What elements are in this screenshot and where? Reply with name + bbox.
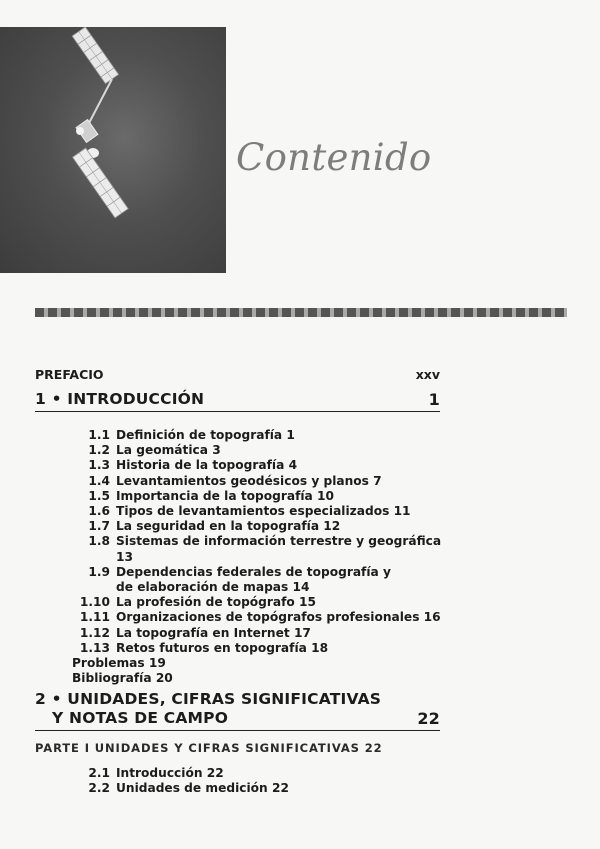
chapter-2-title-line2: Y NOTAS DE CAMPO — [52, 709, 229, 727]
chapter-1-page: 1 — [428, 390, 440, 409]
entry-number: 2.1 — [88, 766, 110, 780]
page-title: Contenido — [236, 136, 432, 179]
entry-text: Organizaciones de topógrafos profesionales 16 — [116, 610, 441, 625]
entry-number: 1.3 — [88, 458, 110, 473]
entry-number: 1.10 — [79, 595, 110, 610]
entry-number: 1.1 — [88, 428, 110, 442]
entry-text: Definición de topografía 1 — [116, 428, 295, 442]
toc-entry[interactable] — [70, 766, 450, 781]
chapter-1-title: 1 • INTRODUCCIÓN — [35, 390, 205, 408]
chapter-2-entries — [70, 766, 450, 796]
entry-number: 1.9 — [88, 564, 110, 579]
chapter-2-title — [35, 690, 381, 730]
entry-text: La seguridad en la topografía 12 — [116, 519, 341, 534]
entry-text: Sistemas de información terrestre y geográfica 13 — [116, 534, 442, 564]
entry-text: Importancia de la topografía 10 — [116, 488, 334, 503]
chapter-1-entries — [70, 428, 450, 686]
entry-text: La topografía en Internet 17 — [116, 625, 311, 640]
entry-text: Dependencias federales de topografía y de elaboración de mapas 14 — [116, 564, 391, 595]
satellite-icon — [0, 27, 226, 273]
entry-text: Levantamientos geodésicos y planos 7 — [116, 473, 382, 488]
chapter-2-heading[interactable] — [35, 690, 440, 731]
entry-number: 1.2 — [88, 443, 110, 458]
toc-entry[interactable] — [70, 595, 450, 610]
toc-entry[interactable] — [70, 504, 450, 519]
entry-number: 1.8 — [88, 534, 110, 549]
bibliography-entry[interactable]: Bibliografía 20 — [72, 671, 173, 686]
toc-entry[interactable] — [70, 458, 450, 473]
part-heading[interactable]: PARTE I UNIDADES Y CIFRAS SIGNIFICATIVAS 22 — [35, 741, 383, 755]
entry-text: Tipos de levantamientos especializados 11 — [116, 504, 411, 519]
satellite-photo — [0, 27, 226, 273]
toc-entry[interactable] — [70, 534, 450, 564]
entry-number: 1.4 — [88, 473, 110, 488]
entry-text: Unidades de medición 22 — [116, 781, 289, 796]
toc-entry[interactable] — [70, 565, 450, 595]
entry-number: 1.6 — [88, 504, 110, 519]
entry-number: 1.11 — [79, 610, 110, 625]
toc-entry[interactable] — [70, 474, 450, 489]
entry-number: 1.5 — [88, 488, 110, 503]
entry-number: 1.7 — [88, 519, 110, 534]
toc-entry[interactable] — [70, 781, 450, 796]
decorative-divider — [35, 308, 567, 317]
toc-entry[interactable] — [70, 626, 450, 641]
toc-entry[interactable] — [70, 428, 450, 443]
toc-entry[interactable] — [70, 489, 450, 504]
entry-text: La geomática 3 — [116, 443, 221, 458]
entry-text: Introducción 22 — [116, 766, 224, 780]
entry-number: 2.2 — [88, 781, 110, 796]
entry-text: Historia de la topografía 4 — [116, 458, 298, 473]
toc-entry[interactable] — [70, 443, 450, 458]
preface-label: PREFACIO — [35, 367, 104, 382]
problems-entry[interactable]: Problemas 19 — [72, 656, 166, 671]
preface-page: xxv — [415, 367, 440, 382]
preface-row[interactable] — [35, 367, 440, 382]
chapter-2-page: 22 — [417, 709, 440, 728]
chapter-2-title-line1: 2 • UNIDADES, CIFRAS SIGNIFICATIVAS — [35, 690, 382, 708]
chapter-1-heading[interactable] — [35, 390, 440, 412]
entry-number: 1.13 — [79, 640, 110, 655]
entry-text: Retos futuros en topografía 18 — [116, 640, 329, 655]
toc-entry[interactable] — [70, 519, 450, 534]
toc-entry[interactable] — [70, 610, 450, 625]
toc-entry[interactable] — [70, 641, 450, 656]
entry-number: 1.12 — [79, 625, 110, 640]
entry-text: La profesión de topógrafo 15 — [116, 595, 316, 610]
